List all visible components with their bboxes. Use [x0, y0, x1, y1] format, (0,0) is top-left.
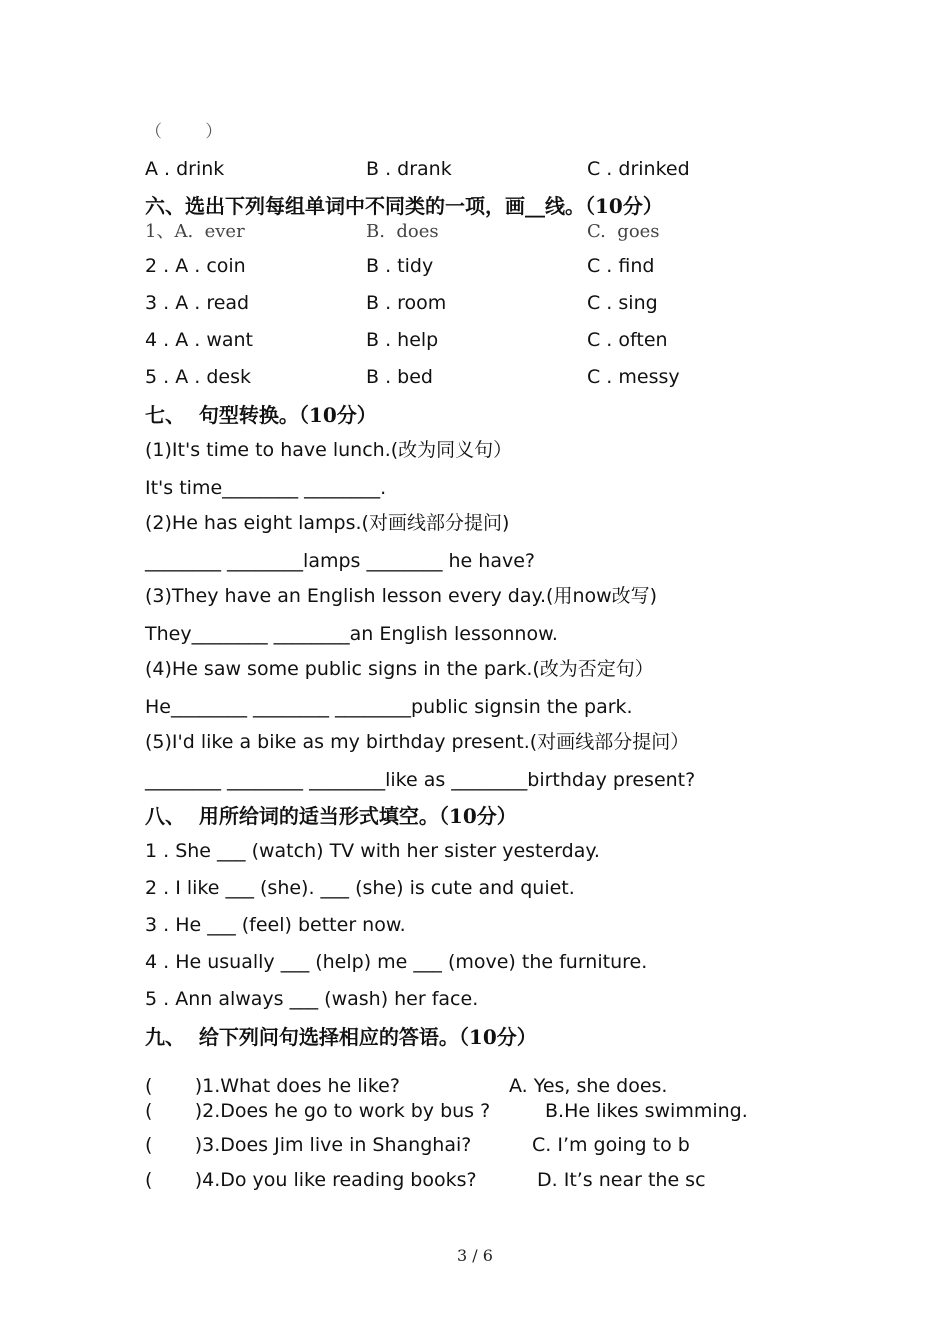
sec7-q2-answer: ________ ________lamps ________ he have? [145, 550, 535, 572]
sec6-row1-a: 1、A. ever [145, 221, 245, 242]
sec6-row4-c: C . often [587, 329, 668, 351]
option-b: B . drank [366, 158, 452, 180]
sec7-q2: (2)He has eight lamps.(对画线部分提问) [145, 512, 510, 534]
sec7-q5-answer: ________ ________ ________like as ________birthday present? [145, 769, 696, 791]
page-number: 3 / 6 [457, 1246, 493, 1265]
sec7-q4-answer: He________ ________ ________public signsin the park. [145, 696, 633, 718]
section-6-title: 六、选出下列每组单词中不同类的一项，画__线。（10分） [145, 194, 663, 218]
sec8-q4: 4 . He usually ___ (help) me ___ (move) the furniture. [145, 951, 648, 973]
section-9-title: 九、 给下列问句选择相应的答语。（10分） [145, 1025, 537, 1049]
sec7-q3: (3)They have an English lesson every day.(用now改写) [145, 585, 658, 607]
sec7-q1-answer: It's time________ ________. [145, 477, 387, 499]
sec6-row2-a: 2 . A . coin [145, 255, 246, 277]
answer-blank: （ ） [145, 122, 223, 142]
sec9-answer-c: C. I’m going to b [532, 1134, 690, 1156]
sec9-q3: ( )3.Does Jim live in Shanghai? [145, 1134, 472, 1156]
sec9-answer-d: D. It’s near the sc [537, 1169, 706, 1191]
sec7-q5: (5)I'd like a bike as my birthday present.(对画线部分提问） [145, 731, 690, 753]
sec6-row2-c: C . find [587, 255, 655, 277]
sec6-row4-a: 4 . A . want [145, 329, 253, 351]
sec6-row1-c: C. goes [587, 221, 660, 242]
sec6-row3-b: B . room [366, 292, 447, 314]
sec9-answer-b: B.He likes swimming. [545, 1100, 748, 1122]
sec7-q1: (1)It's time to have lunch.(改为同义句） [145, 439, 513, 461]
sec9-q2: ( )2.Does he go to work by bus ? [145, 1100, 491, 1122]
section-7-title: 七、 句型转换。（10分） [145, 403, 377, 427]
sec6-row5-b: B . bed [366, 366, 433, 388]
option-a: A . drink [145, 158, 225, 180]
sec8-q1: 1 . She ___ (watch) TV with her sister yesterday. [145, 840, 600, 862]
sec6-row2-b: B . tidy [366, 255, 434, 277]
sec7-q4: (4)He saw some public signs in the park.(改为否定句） [145, 658, 654, 680]
sec6-row5-a: 5 . A . desk [145, 366, 251, 388]
sec8-q3: 3 . He ___ (feel) better now. [145, 914, 406, 936]
sec9-q1: ( )1.What does he like? [145, 1075, 400, 1097]
sec6-row5-c: C . messy [587, 366, 680, 388]
sec6-row4-b: B . help [366, 329, 439, 351]
option-c: C . drinked [587, 158, 690, 180]
sec6-row3-c: C . sing [587, 292, 658, 314]
sec6-row1-b: B. does [366, 221, 439, 242]
sec8-q5: 5 . Ann always ___ (wash) her face. [145, 988, 479, 1010]
sec6-row3-a: 3 . A . read [145, 292, 250, 314]
section-8-title: 八、 用所给词的适当形式填空。（10分） [145, 804, 517, 828]
sec9-answer-a: A. Yes, she does. [509, 1075, 668, 1097]
sec8-q2: 2 . I like ___ (she). ___ (she) is cute and quiet. [145, 877, 575, 899]
sec7-q3-answer: They________ ________an English lessonnow. [145, 623, 558, 645]
sec9-q4: ( )4.Do you like reading books? [145, 1169, 477, 1191]
